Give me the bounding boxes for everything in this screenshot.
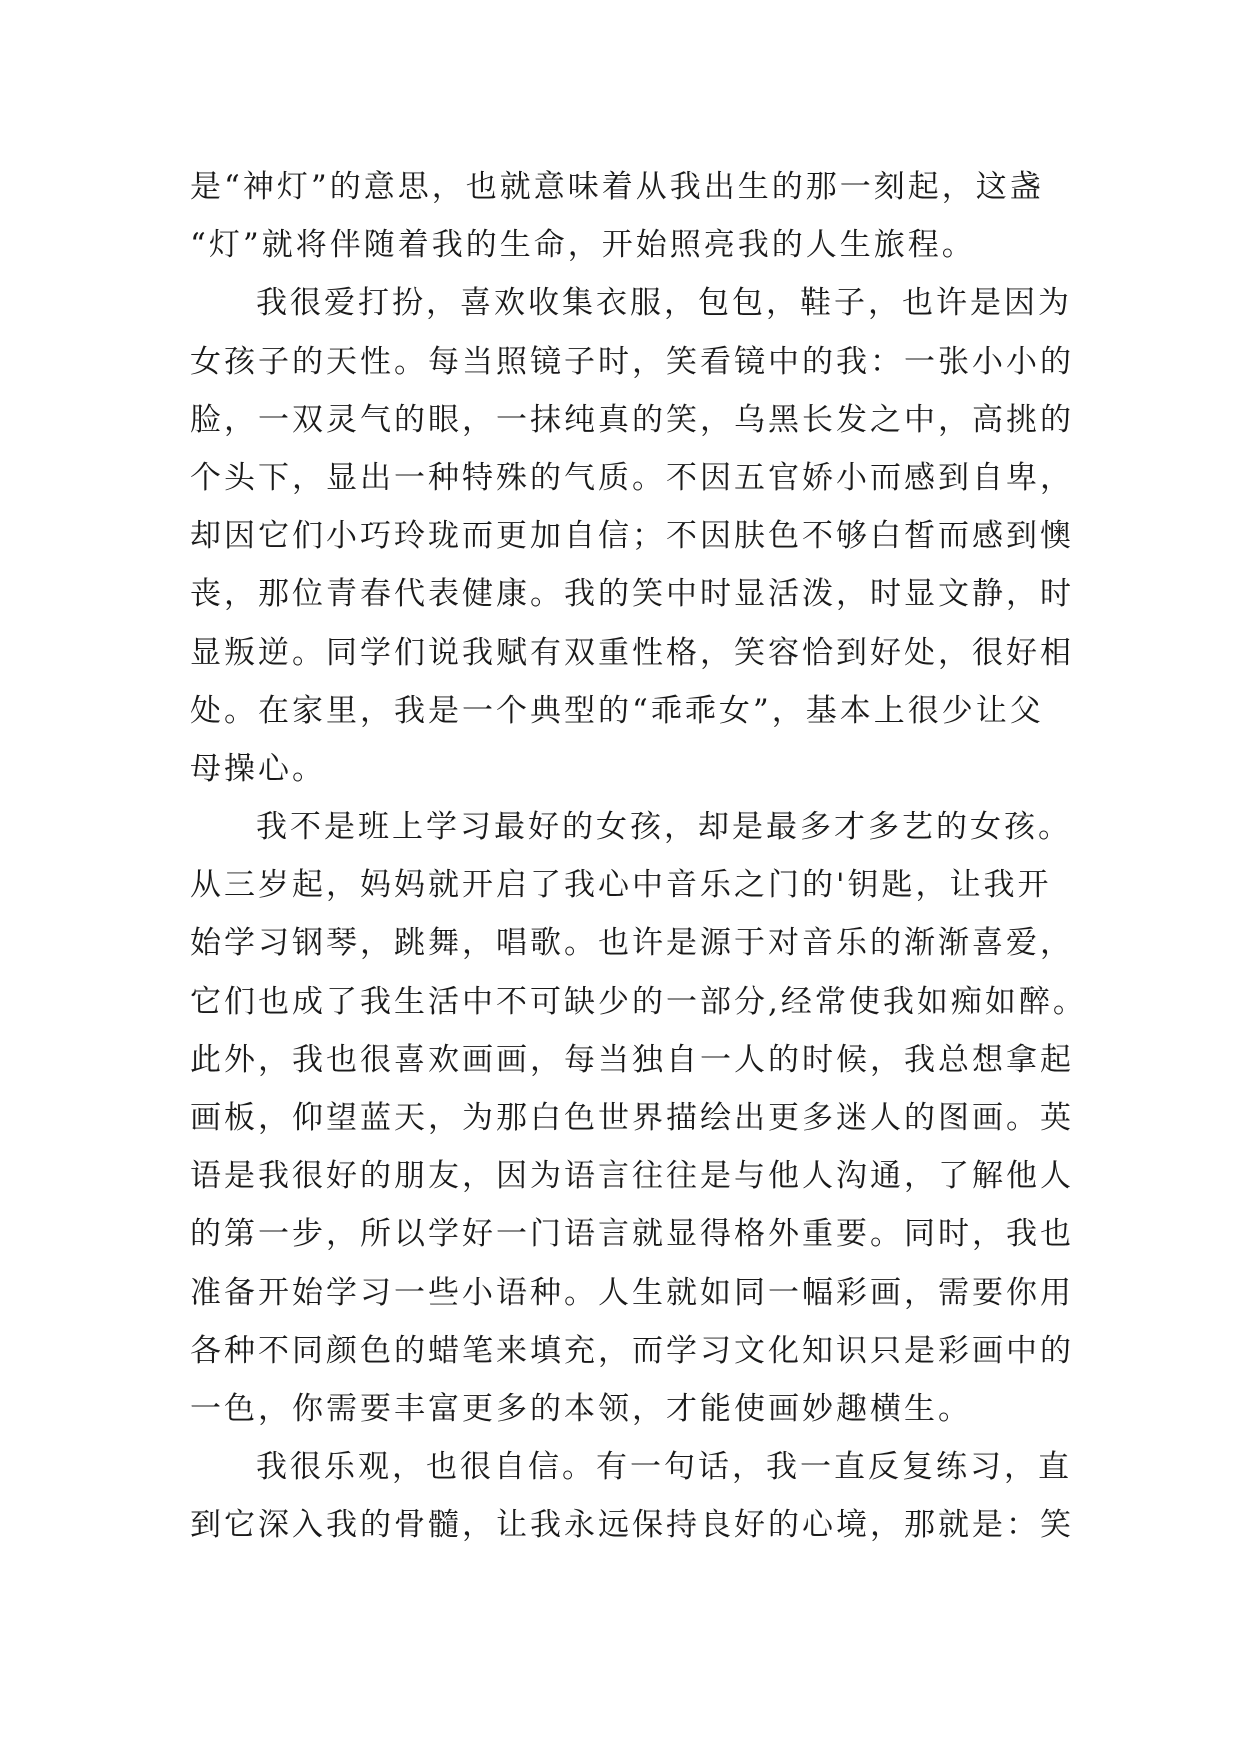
text-line: 却因它们小巧玲珑而更加自信；不因肤色不够白皙而感到懊 — [190, 518, 1074, 555]
text-line: 准备开始学习一些小语种。人生就如同一幅彩画，需要你用 — [190, 1274, 1074, 1311]
text-line: 是“神灯”的意思，也就意味着从我出生的那一刻起，这盏 — [190, 169, 1044, 205]
text-line: 处。在家里，我是一个典型的“乖乖女”，基本上很少让父 — [190, 692, 1044, 729]
text-line: 各种不同颜色的蜡笔来填充，而学习文化知识只是彩画中的 — [190, 1332, 1074, 1369]
text-line: 此外，我也很喜欢画画，每当独自一人的时候，我总想拿起 — [190, 1041, 1074, 1078]
text-line: 从三岁起，妈妈就开启了我心中音乐之门的'钥匙，让我开 — [190, 867, 1052, 904]
document-body — [190, 158, 1087, 1555]
text-line: 它们也成了我生活中不可缺少的一部分,经常使我如痴如醉。 — [190, 983, 1087, 1020]
text-line: 画板，仰望蓝天，为那白色世界描绘出更多迷人的图画。英 — [190, 1100, 1074, 1136]
text-line: 丧，那位青春代表健康。我的笑中时显活泼，时显文静，时 — [190, 576, 1074, 613]
text-line: 女孩子的天性。每当照镜子时，笑看镜中的我：一张小小的 — [190, 343, 1074, 380]
paragraph-start-line: 我很乐观，也很自信。有一句话，我一直反复练习，直 — [256, 1449, 1072, 1486]
text-line: 一色，你需要丰富更多的本领，才能使画妙趣横生。 — [190, 1390, 972, 1427]
paragraph-start-line: 我不是班上学习最好的女孩，却是最多才多艺的女孩。 — [256, 809, 1072, 846]
text-line: 的第一步，所以学好一门语言就显得格外重要。同时，我也 — [190, 1216, 1074, 1253]
text-line: “灯”就将伴随着我的生命，开始照亮我的人生旅程。 — [190, 227, 976, 264]
text-line: 显叛逆。同学们说我赋有双重性格，笑容恰到好处，很好相 — [190, 634, 1074, 671]
text-line: 个头下，显出一种特殊的气质。不因五官娇小而感到自卑， — [190, 459, 1074, 496]
text-line: 到它深入我的骨髓，让我永远保持良好的心境，那就是：笑 — [190, 1507, 1074, 1544]
paragraph-start-line: 我很爱打扮，喜欢收集衣服，包包，鞋子，也许是因为 — [256, 285, 1072, 322]
text-line: 语是我很好的朋友，因为语言往往是与他人沟通，了解他人 — [190, 1158, 1074, 1195]
text-line: 始学习钢琴，跳舞，唱歌。也许是源于对音乐的渐渐喜爱， — [190, 925, 1074, 962]
text-line: 母操心。 — [190, 750, 326, 787]
text-line: 脸，一双灵气的眼，一抹纯真的笑，乌黑长发之中，高挑的 — [190, 401, 1074, 438]
